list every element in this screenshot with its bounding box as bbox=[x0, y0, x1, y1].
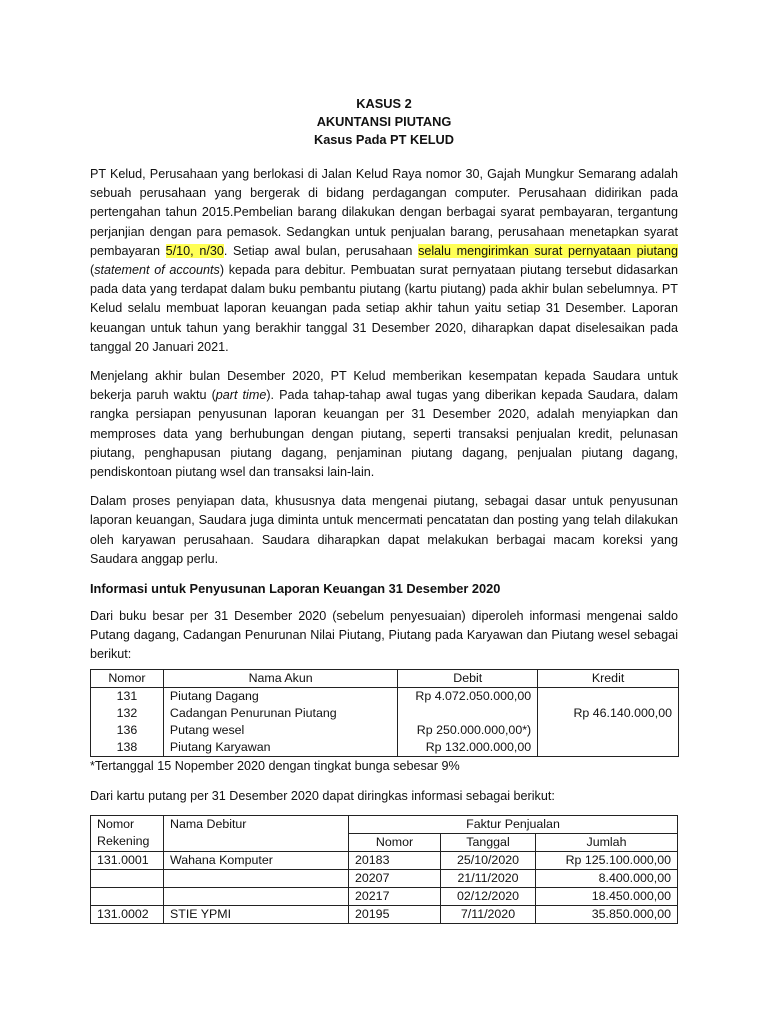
cards-cell-rekening: 131.0002 bbox=[91, 905, 164, 923]
document-header bbox=[90, 95, 678, 149]
ledger-cell: Cadangan Penurunan Piutang bbox=[169, 705, 337, 720]
ledger-cell bbox=[544, 739, 672, 756]
paragraph-ledger-intro: Dari buku besar per 31 Desember 2020 (sebelum penyesuaian) diperoleh informasi mengenai saldo Putang dagang, Cadangan Penurunan Nilai Piutang, Piutang pada Karyawan dan Piutang wesel sebagai berikut: bbox=[90, 609, 678, 662]
ledger-cell: 136 bbox=[116, 722, 138, 737]
ledger-col-kredit bbox=[538, 687, 679, 756]
ledger-header-row bbox=[91, 669, 679, 687]
cards-cell-rekening bbox=[91, 887, 164, 905]
case-number: KASUS 2 bbox=[356, 96, 412, 111]
table-row bbox=[91, 851, 678, 869]
cards-cell-tanggal: 21/11/2020 bbox=[441, 869, 536, 887]
ledger-col-nama bbox=[163, 687, 397, 756]
table-row bbox=[91, 869, 678, 887]
table-row bbox=[91, 905, 678, 923]
cards-cell-jumlah: 8.400.000,00 bbox=[536, 869, 678, 887]
ledger-cell: 131 bbox=[116, 688, 138, 703]
paragraph-company-profile: PT Kelud, Perusahaan yang berlokasi di Jalan Kelud Raya nomor 30, Gajah Mungkur Semarang adalah sebuah perusahaan yang bergerak di bidang perdagangan computer. Perusahaan didirikan pada pertengahan tahun 2015.Pembelian barang dilakukan dengan berbagai syarat pembayaran, tergantung perjanjian dengan para pemasok. Sedangkan untuk penjualan barang, perusahaan menetapkan syarat pembayaran 5/10, n/30. Setiap awal bulan, perusahaan selalu mengirimkan surat pernyataan piutang (statement of accounts) kepada para debitur. Pembuatan surat pernyataan piutang tersebut didasarkan pada data yang terdapat dalam buku pembantu piutang (kartu piutang) pada akhir bulan sebelumnya. PT Kelud selalu membuat laporan keuangan pada setiap akhir tahun yaitu setiap 31 Desember. Laporan keuangan untuk tahun yang berakhir tanggal 31 Desember 2020, diharapkan dapat diselesaikan pada tanggal 20 Januari 2021. bbox=[90, 167, 678, 354]
cards-cell-nomor: 20217 bbox=[349, 887, 441, 905]
ledger-cell bbox=[404, 705, 531, 722]
cards-cell-jumlah: 18.450.000,00 bbox=[536, 887, 678, 905]
cards-cell-tanggal: 7/11/2020 bbox=[441, 905, 536, 923]
highlight-statement-note: selalu mengirimkan surat pernyataan piutang bbox=[418, 243, 678, 258]
cards-cell-nomor: 20195 bbox=[349, 905, 441, 923]
ledger-cell: Piutang Karyawan bbox=[169, 739, 271, 754]
ledger-col-nomor bbox=[91, 687, 164, 756]
cards-subheader-nomor: Nomor bbox=[349, 833, 441, 851]
ledger-cell: Putang wesel bbox=[169, 722, 245, 737]
ledger-body bbox=[91, 687, 679, 756]
cards-header-faktur: Faktur Penjualan bbox=[349, 815, 678, 833]
ledger-footnote: *Tertanggal 15 Nopember 2020 dengan tingkat bunga sebesar 9% bbox=[90, 758, 460, 773]
section-heading: Informasi untuk Penyusunan Laporan Keuangan 31 Desember 2020 bbox=[90, 581, 501, 597]
ledger-header-nama: Nama Akun bbox=[163, 669, 397, 687]
case-company: Kasus Pada PT KELUD bbox=[313, 132, 455, 147]
cards-subheader-jumlah: Jumlah bbox=[536, 833, 678, 851]
cards-cell-rekening bbox=[91, 869, 164, 887]
paragraph-review: Dalam proses penyiapan data, khususnya data mengenai piutang, sebagai dasar untuk penyusunan laporan keuangan, Saudara juga diminta untuk mencermati pencatatan dan posting yang telah dilakukan oleh karyawan perusahaan. Saudara diharapkan dapat melakukan berbagai macam koreksi yang Saudara anggap perlu. bbox=[90, 494, 678, 566]
ledger-header-kredit: Kredit bbox=[538, 669, 679, 687]
cards-cell-jumlah: Rp 125.100.000,00 bbox=[536, 851, 678, 869]
cards-cell-nama: STIE YPMI bbox=[164, 905, 349, 923]
cards-cell-tanggal: 25/10/2020 bbox=[441, 851, 536, 869]
ledger-cell bbox=[544, 688, 672, 705]
ledger-cell: Rp 4.072.050.000,00 bbox=[415, 688, 532, 703]
cards-cell-nama bbox=[164, 887, 349, 905]
case-subject: AKUNTANSI PIUTANG bbox=[316, 114, 452, 129]
cards-cell-nomor: 20207 bbox=[349, 869, 441, 887]
table-row bbox=[91, 887, 678, 905]
cards-cell-tanggal: 02/12/2020 bbox=[441, 887, 536, 905]
ledger-cell: Piutang Dagang bbox=[169, 688, 259, 703]
ledger-cell: 138 bbox=[116, 739, 138, 754]
ledger-cell: Rp 46.140.000,00 bbox=[573, 705, 672, 720]
cards-subheader-tanggal: Tanggal bbox=[441, 833, 536, 851]
highlight-payment-terms: 5/10, n/30 bbox=[165, 243, 224, 258]
cards-cell-jumlah: 35.850.000,00 bbox=[536, 905, 678, 923]
ledger-header-nomor: Nomor bbox=[91, 669, 164, 687]
ledger-cell: Rp 250.000.000,00*) bbox=[416, 722, 532, 737]
cards-header-row-1 bbox=[91, 815, 678, 833]
paragraph-cards-intro: Dari kartu putang per 31 Desember 2020 dapat diringkas informasi sebagai berikut: bbox=[90, 788, 555, 803]
cards-cell-nama: Wahana Komputer bbox=[164, 851, 349, 869]
cards-cell-nomor: 20183 bbox=[349, 851, 441, 869]
receivable-cards-table bbox=[90, 815, 678, 924]
ledger-header-debit: Debit bbox=[398, 669, 538, 687]
cards-header-rekening: Nomor Rekening bbox=[91, 815, 164, 851]
ledger-table bbox=[90, 669, 679, 757]
ledger-col-debit bbox=[398, 687, 538, 756]
paragraph-assignment: Menjelang akhir bulan Desember 2020, PT Kelud memberikan kesempatan kepada Saudara untuk bekerja paruh waktu (part time). Pada tahap-tahap awal tugas yang diberikan kepada Saudara, dalam rangka persiapan penyusunan laporan keuangan per 31 Desember 2020, adalah menyiapkan dan memproses data yang berhubungan dengan piutang, seperti transaksi penjualan kredit, pelunasan piutang, penghapusan piutang dagang, penjaminan piutang dagang, penjualan piutang dagang, pendiskontoan piutang wsel dan transaksi lain-lain. bbox=[90, 369, 678, 480]
cards-cell-nama bbox=[164, 869, 349, 887]
ledger-cell: 132 bbox=[116, 705, 138, 720]
cards-header-nama: Nama Debitur bbox=[164, 815, 349, 851]
ledger-cell bbox=[544, 722, 672, 739]
ledger-cell: Rp 132.000.000,00 bbox=[425, 739, 532, 754]
cards-cell-rekening: 131.0001 bbox=[91, 851, 164, 869]
